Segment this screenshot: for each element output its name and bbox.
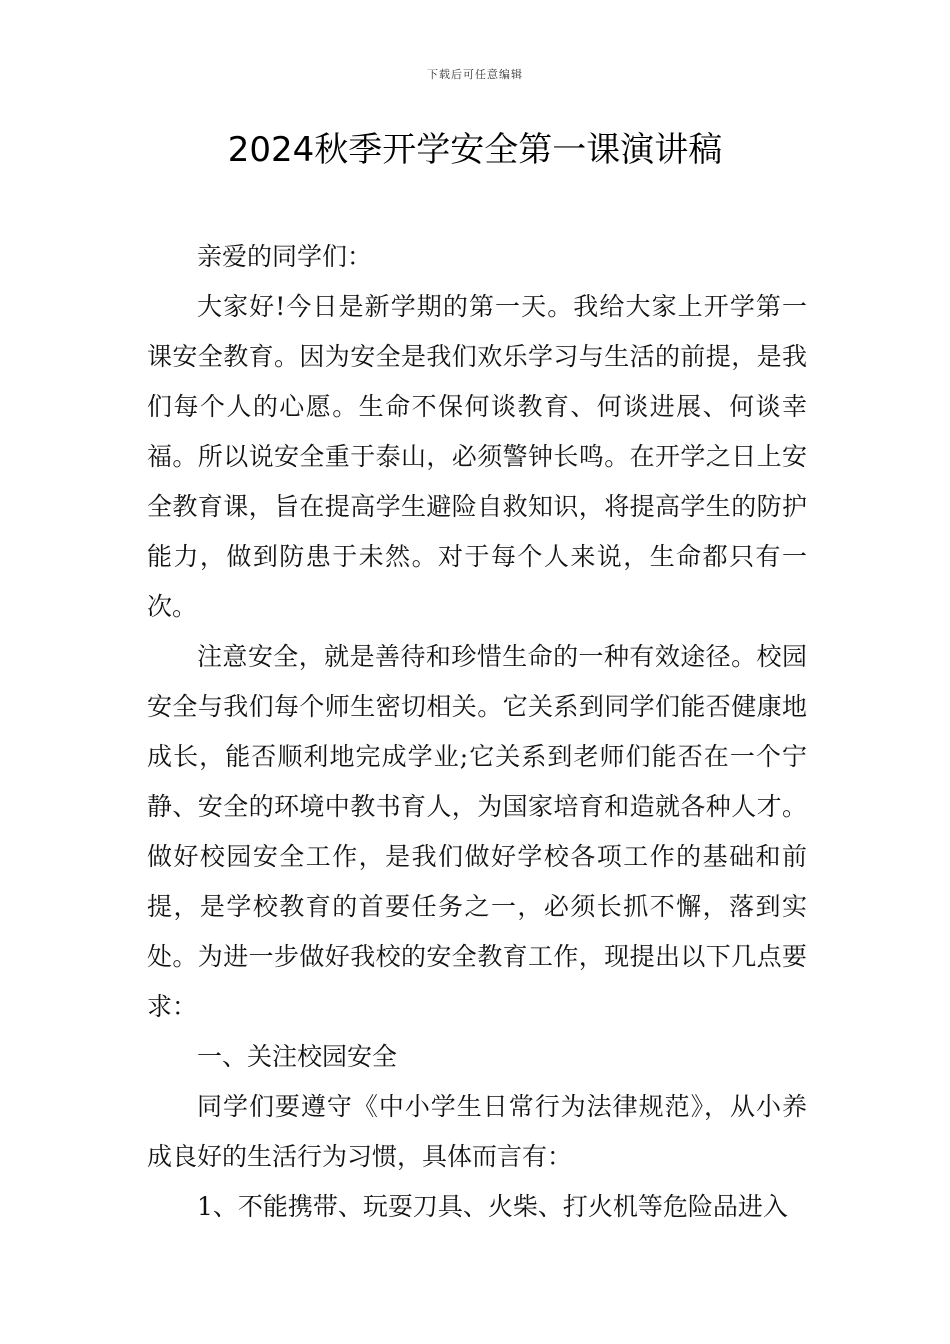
header-note: 下载后可任意编辑	[427, 68, 523, 81]
paragraph-rules-intro: 同学们要遵守《中小学生日常行为法律规范》，从小养成良好的生活行为习惯，具体而言有：	[147, 1092, 807, 1171]
document-body	[147, 232, 807, 1232]
document-title: 2024秋季开学安全第一课演讲稿	[227, 130, 723, 170]
paragraph-greeting: 大家好!今日是新学期的第一天。我给大家上开学第一课安全教育。因为安全是我们欢乐学习与生活的前提，是我们每个人的心愿。生命不保何谈教育、何谈进展、何谈幸福。所以说安全重于泰山，必须警钟长鸣。在开学之日上安全教育课，旨在提高学生避险自救知识，将提高学生的防护能力，做到防患于未然。对于每个人来说，生命都只有一次。	[147, 292, 807, 621]
paragraph-safety: 注意安全，就是善待和珍惜生命的一种有效途径。校园安全与我们每个师生密切相关。它关系到同学们能否健康地成长，能否顺利地完成学业;它关系到老师们能否在一个宁静、安全的环境中教书育人，为国家培育和造就各种人才。做好校园安全工作，是我们做好学校各项工作的基础和前提，是学校教育的首要任务之一，必须长抓不懈，落到实处。为进一步做好我校的安全教育工作，现提出以下几点要求：	[147, 642, 807, 1021]
section-heading-1: 一、关注校园安全	[197, 1042, 398, 1071]
paragraph-rule-1: 1、不能携带、玩耍刀具、火柴、打火机等危险品进入	[197, 1192, 788, 1221]
paragraph-salutation: 亲爱的同学们：	[197, 242, 373, 271]
